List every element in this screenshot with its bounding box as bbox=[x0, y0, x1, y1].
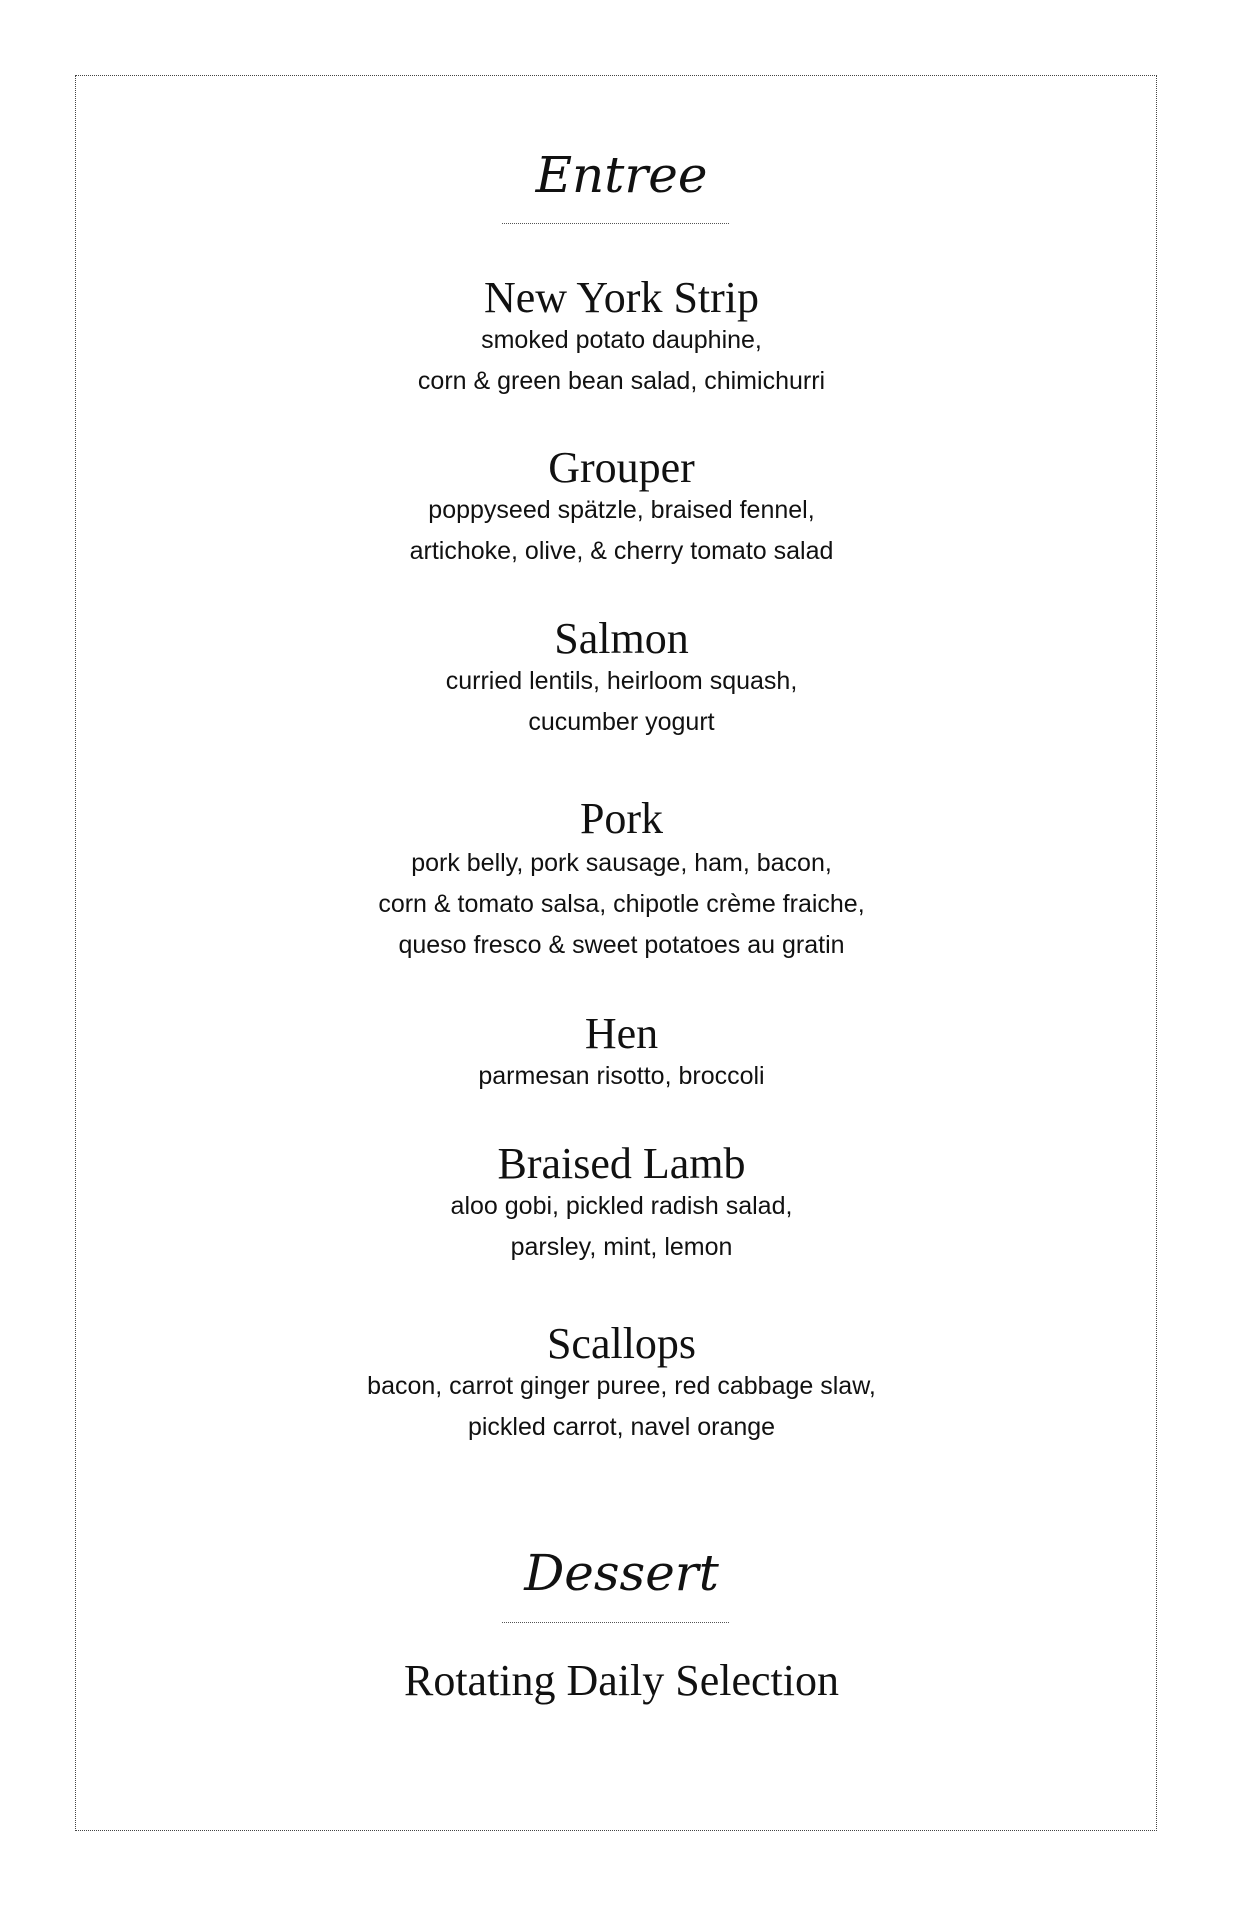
dish-description-scallops bbox=[0, 1366, 1243, 1448]
description-line: pork belly, pork sausage, ham, bacon, bbox=[411, 849, 832, 877]
dish-description-grouper bbox=[0, 490, 1243, 572]
dish-description-salmon bbox=[0, 661, 1243, 743]
dessert-heading: Dessert bbox=[524, 1544, 719, 1602]
description-line: artichoke, olive, & cherry tomato salad bbox=[409, 537, 834, 565]
description-line: corn & green bean salad, chimichurri bbox=[417, 367, 826, 395]
dessert-feature: Rotating Daily Selection bbox=[403, 1656, 840, 1705]
dish-description-hen bbox=[0, 1056, 1243, 1097]
dish-name-hen: Hen bbox=[584, 1009, 659, 1058]
description-line: pickled carrot, navel orange bbox=[467, 1413, 776, 1441]
description-line: parsley, mint, lemon bbox=[510, 1233, 733, 1261]
description-line: poppyseed spätzle, braised fennel, bbox=[428, 496, 815, 524]
dish-description-new-york-strip bbox=[0, 320, 1243, 402]
dish-name-new-york-strip: New York Strip bbox=[483, 273, 760, 322]
description-line: cucumber yogurt bbox=[528, 708, 715, 736]
dish-description-pork bbox=[0, 843, 1243, 966]
description-line: smoked potato dauphine, bbox=[481, 326, 762, 354]
description-line: queso fresco & sweet potatoes au gratin bbox=[398, 931, 845, 959]
dish-name-salmon: Salmon bbox=[554, 614, 689, 663]
description-line: aloo gobi, pickled radish salad, bbox=[450, 1192, 793, 1220]
description-line: bacon, carrot ginger puree, red cabbage slaw, bbox=[367, 1372, 876, 1400]
dish-name-braised-lamb: Braised Lamb bbox=[497, 1139, 746, 1188]
dish-name-scallops: Scallops bbox=[546, 1319, 697, 1368]
entree-divider bbox=[502, 223, 729, 224]
dish-description-braised-lamb bbox=[0, 1186, 1243, 1268]
dessert-divider bbox=[502, 1622, 729, 1623]
dish-name-grouper: Grouper bbox=[548, 443, 695, 492]
description-line: corn & tomato salsa, chipotle crème fraiche, bbox=[378, 890, 865, 918]
description-line: parmesan risotto, broccoli bbox=[478, 1062, 765, 1090]
description-line: curried lentils, heirloom squash, bbox=[445, 667, 798, 695]
entree-heading: Entree bbox=[535, 146, 708, 204]
dish-name-pork: Pork bbox=[579, 794, 664, 843]
